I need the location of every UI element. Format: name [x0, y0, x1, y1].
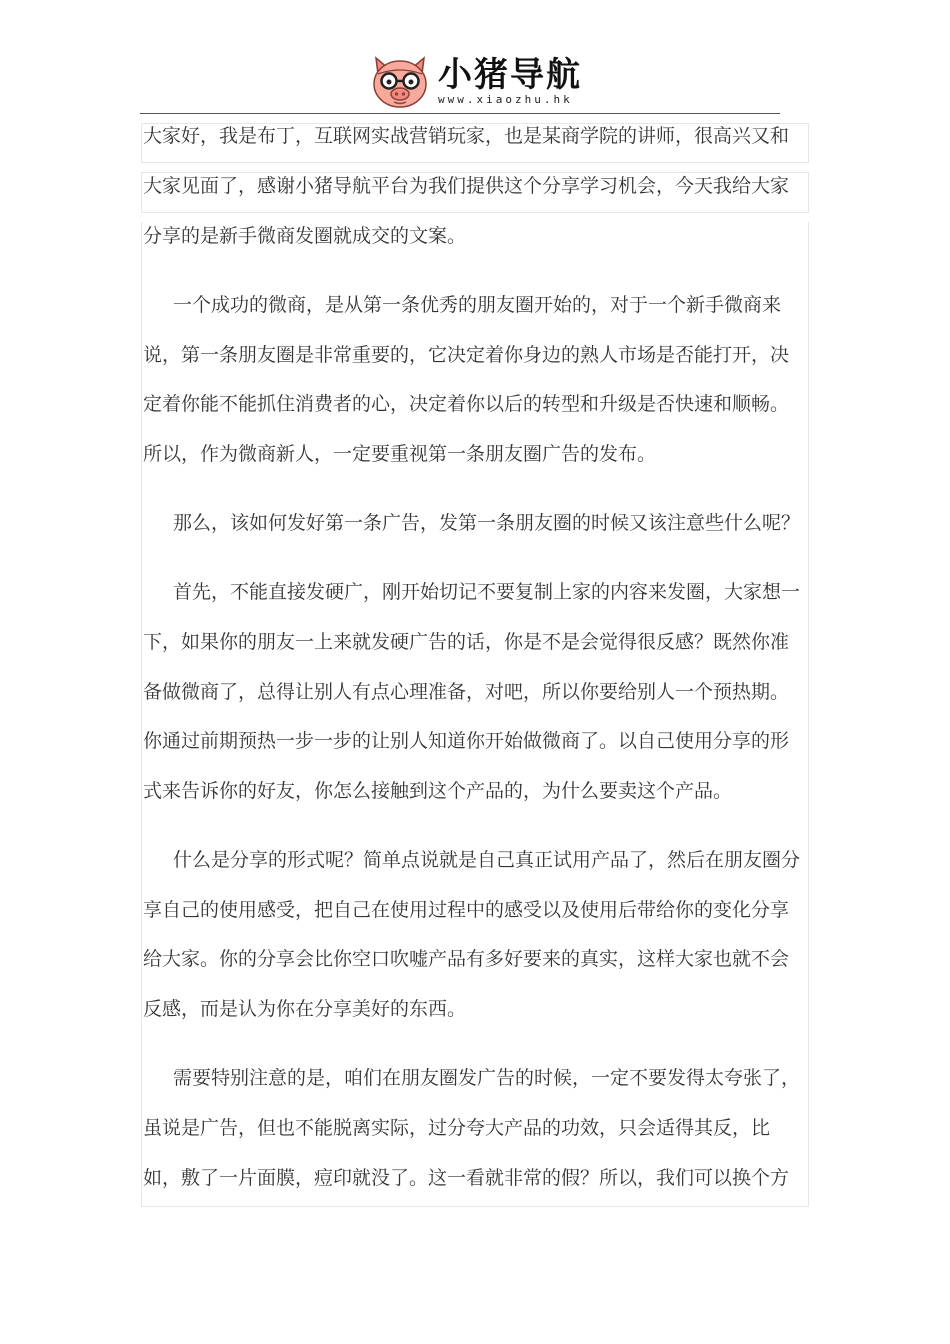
paragraph-2-line-2: 说，第一条朋友圈是非常重要的，它决定着你身边的熟人市场是否能打开，决 — [143, 344, 790, 366]
paragraph-1-line-3: 分享的是新手微商发圈就成交的文案。 — [143, 225, 467, 247]
site-brand-name: 小猪导航 — [438, 55, 582, 95]
paragraph-5-line-3: 给大家。你的分享会比你空口吹嘘产品有多好要来的真实，这样大家也就不会 — [143, 948, 790, 970]
paragraph-2-line-1: 一个成功的微商，是从第一条优秀的朋友圈开始的，对于一个新手微商来 — [173, 294, 782, 316]
paragraph-3-line-1: 那么，该如何发好第一条广告，发第一条朋友圈的时候又该注意些什么呢？ — [173, 512, 801, 534]
paragraph-4-line-1: 首先，不能直接发硬广，刚开始切记不要复制上家的内容来发圈，大家想一 — [173, 581, 801, 603]
page-header — [0, 0, 950, 116]
paragraph-4-line-4: 你通过前期预热一步一步的让别人知道你开始做微商了。以自己使用分享的形 — [143, 730, 790, 752]
site-logo[interactable] — [368, 52, 582, 110]
paragraph-5-line-4: 反感，而是认为你在分享美好的东西。 — [143, 998, 467, 1020]
paragraph-4-line-5: 式来告诉你的好友，你怎么接触到这个产品的，为什么要卖这个产品。 — [143, 780, 733, 802]
paragraph-5-line-2: 享自己的使用感受，把自己在使用过程中的感受以及使用后带给你的变化分享 — [143, 899, 790, 921]
paragraph-2-line-4: 所以，作为微商新人，一定要重视第一条朋友圈广告的发布。 — [143, 443, 657, 465]
paragraph-4-line-2: 下，如果你的朋友一上来就发硬广告的话，你是不是会觉得很反感？既然你准 — [143, 631, 790, 653]
paragraph-6-line-1: 需要特别注意的是，咱们在朋友圈发广告的时候，一定不要发得太夸张了， — [173, 1067, 801, 1089]
paragraph-1-line-2: 大家见面了，感谢小猪导航平台为我们提供这个分享学习机会，今天我给大家 — [143, 175, 790, 197]
paragraph-1-line-1: 大家好，我是布丁，互联网实战营销玩家，也是某商学院的讲师，很高兴又和 — [143, 125, 790, 147]
paragraph-6-line-3: 如，敷了一片面膜，痘印就没了。这一看就非常的假？所以，我们可以换个方 — [143, 1167, 790, 1189]
pig-with-glasses-icon — [368, 52, 432, 110]
paragraph-4-line-3: 备做微商了，总得让别人有点心理准备，对吧，所以你要给别人一个预热期。 — [143, 681, 790, 703]
paragraph-2-line-3: 定着你能不能抓住消费者的心，决定着你以后的转型和升级是否快速和顺畅。 — [143, 393, 790, 415]
paragraph-6-line-2: 虽说是广告，但也不能脱离实际，过分夸大产品的功效，只会适得其反，比 — [143, 1117, 771, 1139]
site-url: www.xiaozhu.hk — [438, 93, 573, 106]
header-divider — [140, 113, 780, 114]
paragraph-5-line-1: 什么是分享的形式呢？简单点说就是自己真正试用产品了，然后在朋友圈分 — [173, 849, 801, 871]
